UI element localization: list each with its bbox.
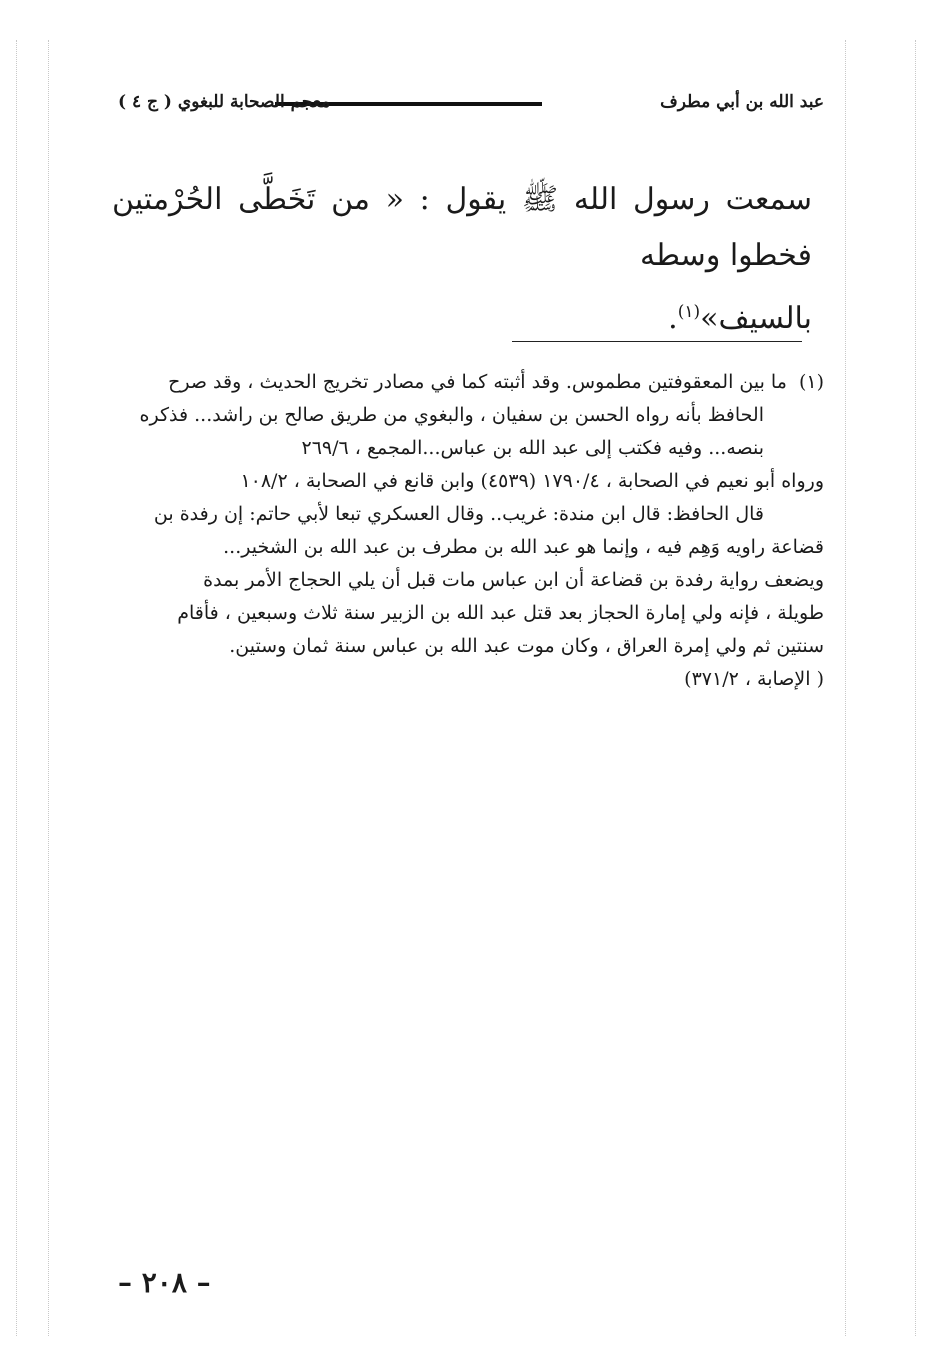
footnote-separator: [512, 341, 802, 342]
main-text-line-1: سمعت رسول الله ﷺ يقول : « من تَخَطَّى الحُرْمتين فخطوا وسطه: [112, 182, 812, 273]
book-title: معجم الصحابة للبغوي ( ج ٤ ): [118, 92, 331, 112]
footnote-reference: (١): [677, 302, 701, 322]
running-header: [110, 84, 824, 124]
footnote-line: بنصه... وفيه فكتب إلى عبد الله بن عباس...المجمع ، ٢٦٩/٦: [301, 437, 764, 459]
footnotes: [112, 366, 824, 696]
footnote-line: طويلة ، فإنه ولي إمارة الحجاز بعد قتل عبد الله بن الزبير سنة ثلاث وسبعين ، فأقام: [177, 602, 824, 624]
footnote-text: ما بين المعقوفتين مطموس. وقد أثبته كما في مصادر تخريج الحديث ، وقد صرح: [168, 371, 787, 393]
footnote-number: (١): [798, 371, 824, 393]
footnote-line: ( الإصابة ، ٣٧١/٢): [684, 668, 824, 690]
scan-artifact: [915, 40, 916, 1336]
footnote-line: سنتين ثم ولي إمرة العراق ، وكان موت عبد الله بن عباس سنة ثمان وستين.: [229, 635, 824, 657]
main-text-line-2-text: بالسيف»: [700, 301, 812, 336]
scan-artifact: [16, 40, 17, 1336]
footnote-line: قضاعة راويه وَهِم فيه ، وإنما هو عبد الله بن مطرف بن عبد الله بن الشخير...: [223, 536, 824, 558]
footnote-line: [112, 366, 824, 399]
footnote-line: ورواه أبو نعيم في الصحابة ، ١٧٩٠/٤ (٤٥٣٩) وابن قانع في الصحابة ، ١٠٨/٢: [240, 470, 824, 492]
scan-artifact: [48, 40, 49, 1336]
entry-name: عبد الله بن أبي مطرف: [660, 92, 824, 112]
main-text-line-2-end: .: [668, 301, 678, 336]
main-text: [112, 172, 812, 347]
footnote-line: ويضعف رواية رفدة بن قضاعة أن ابن عباس مات قبل أن يلي الحجاج الأمر بمدة: [203, 569, 824, 591]
scan-artifact: [845, 40, 846, 1336]
footnote-line: قال الحافظ: قال ابن مندة: غريب.. وقال العسكري تبعا لأبي حاتم: إن رفدة بن: [153, 503, 764, 525]
main-text-line-2: [112, 284, 812, 347]
footnote-line: الحافظ بأنه رواه الحسن بن سفيان ، والبغوي من طريق صالح بن راشد... فذكره: [139, 404, 764, 426]
page-number: – ٢٠٨ –: [118, 1266, 211, 1299]
